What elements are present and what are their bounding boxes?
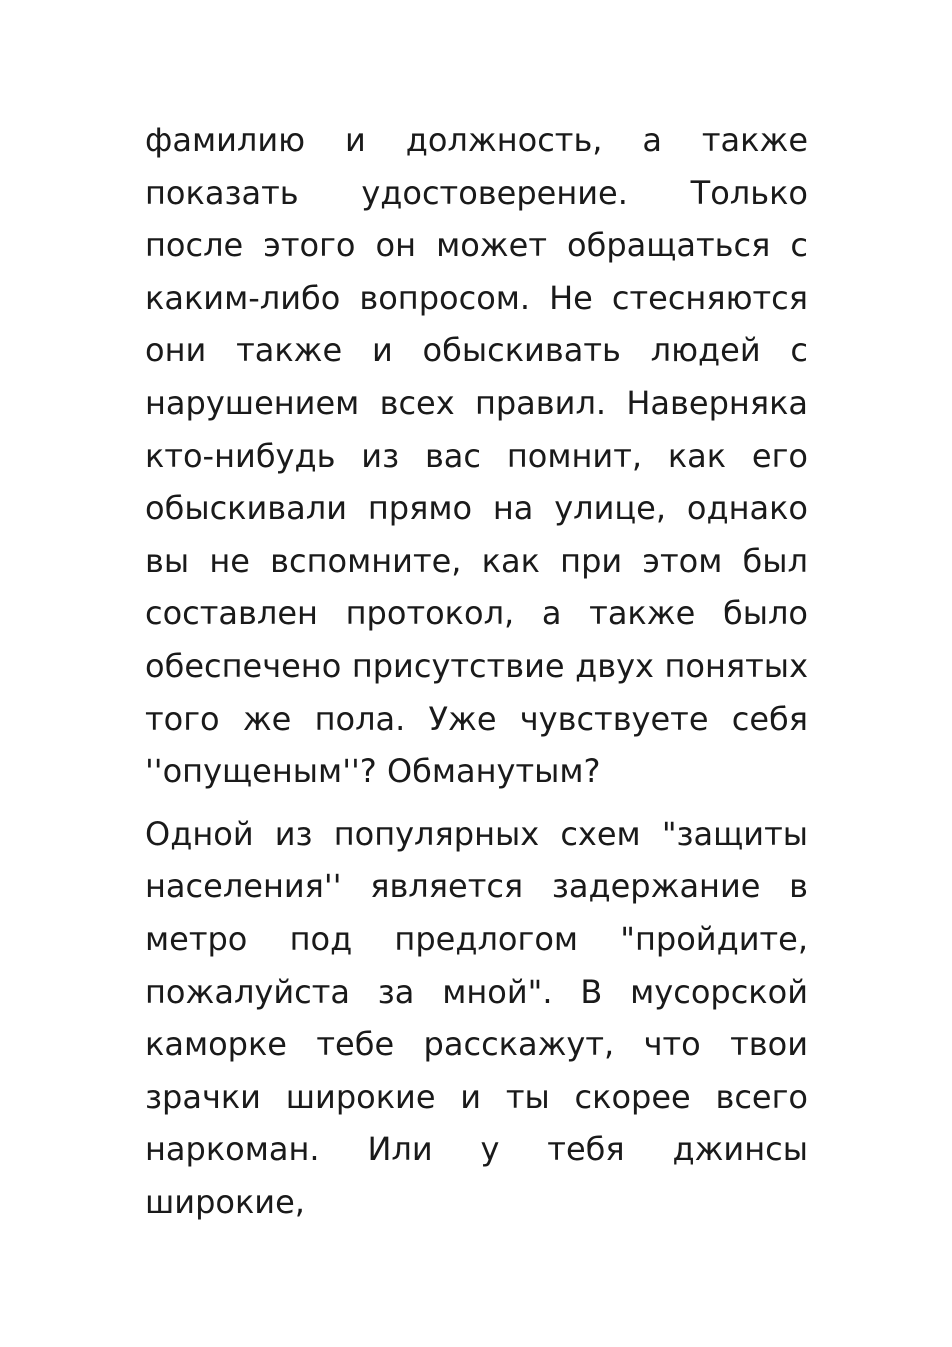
paragraph-2: Одной из популярных схем "защиты населения'' является задержание в метро под предлогом "пройдите, пожалуйста за мной". В мусорской каморке тебе расскажут, что твои зрачки широкие и ты скорее всего наркоман. Или у тебя джинсы широкие, — [145, 814, 808, 1221]
paragraph-1: фамилию и должность, а также показать удостоверение. Только после этого он может обращаться с каким-либо вопросом. Не стесняются они также и обыскивать людей с нарушением всех правил. Наверняка кто-нибудь из вас помнит, как его обыскивали прямо на улице, однако вы не вспомните, как при этом был составлен протокол, а также было обеспечено присутствие двух понятых того же пола. Уже чувствуете себя ''опущеным''? Обманутым? — [145, 121, 808, 791]
document-page — [145, 114, 808, 1228]
